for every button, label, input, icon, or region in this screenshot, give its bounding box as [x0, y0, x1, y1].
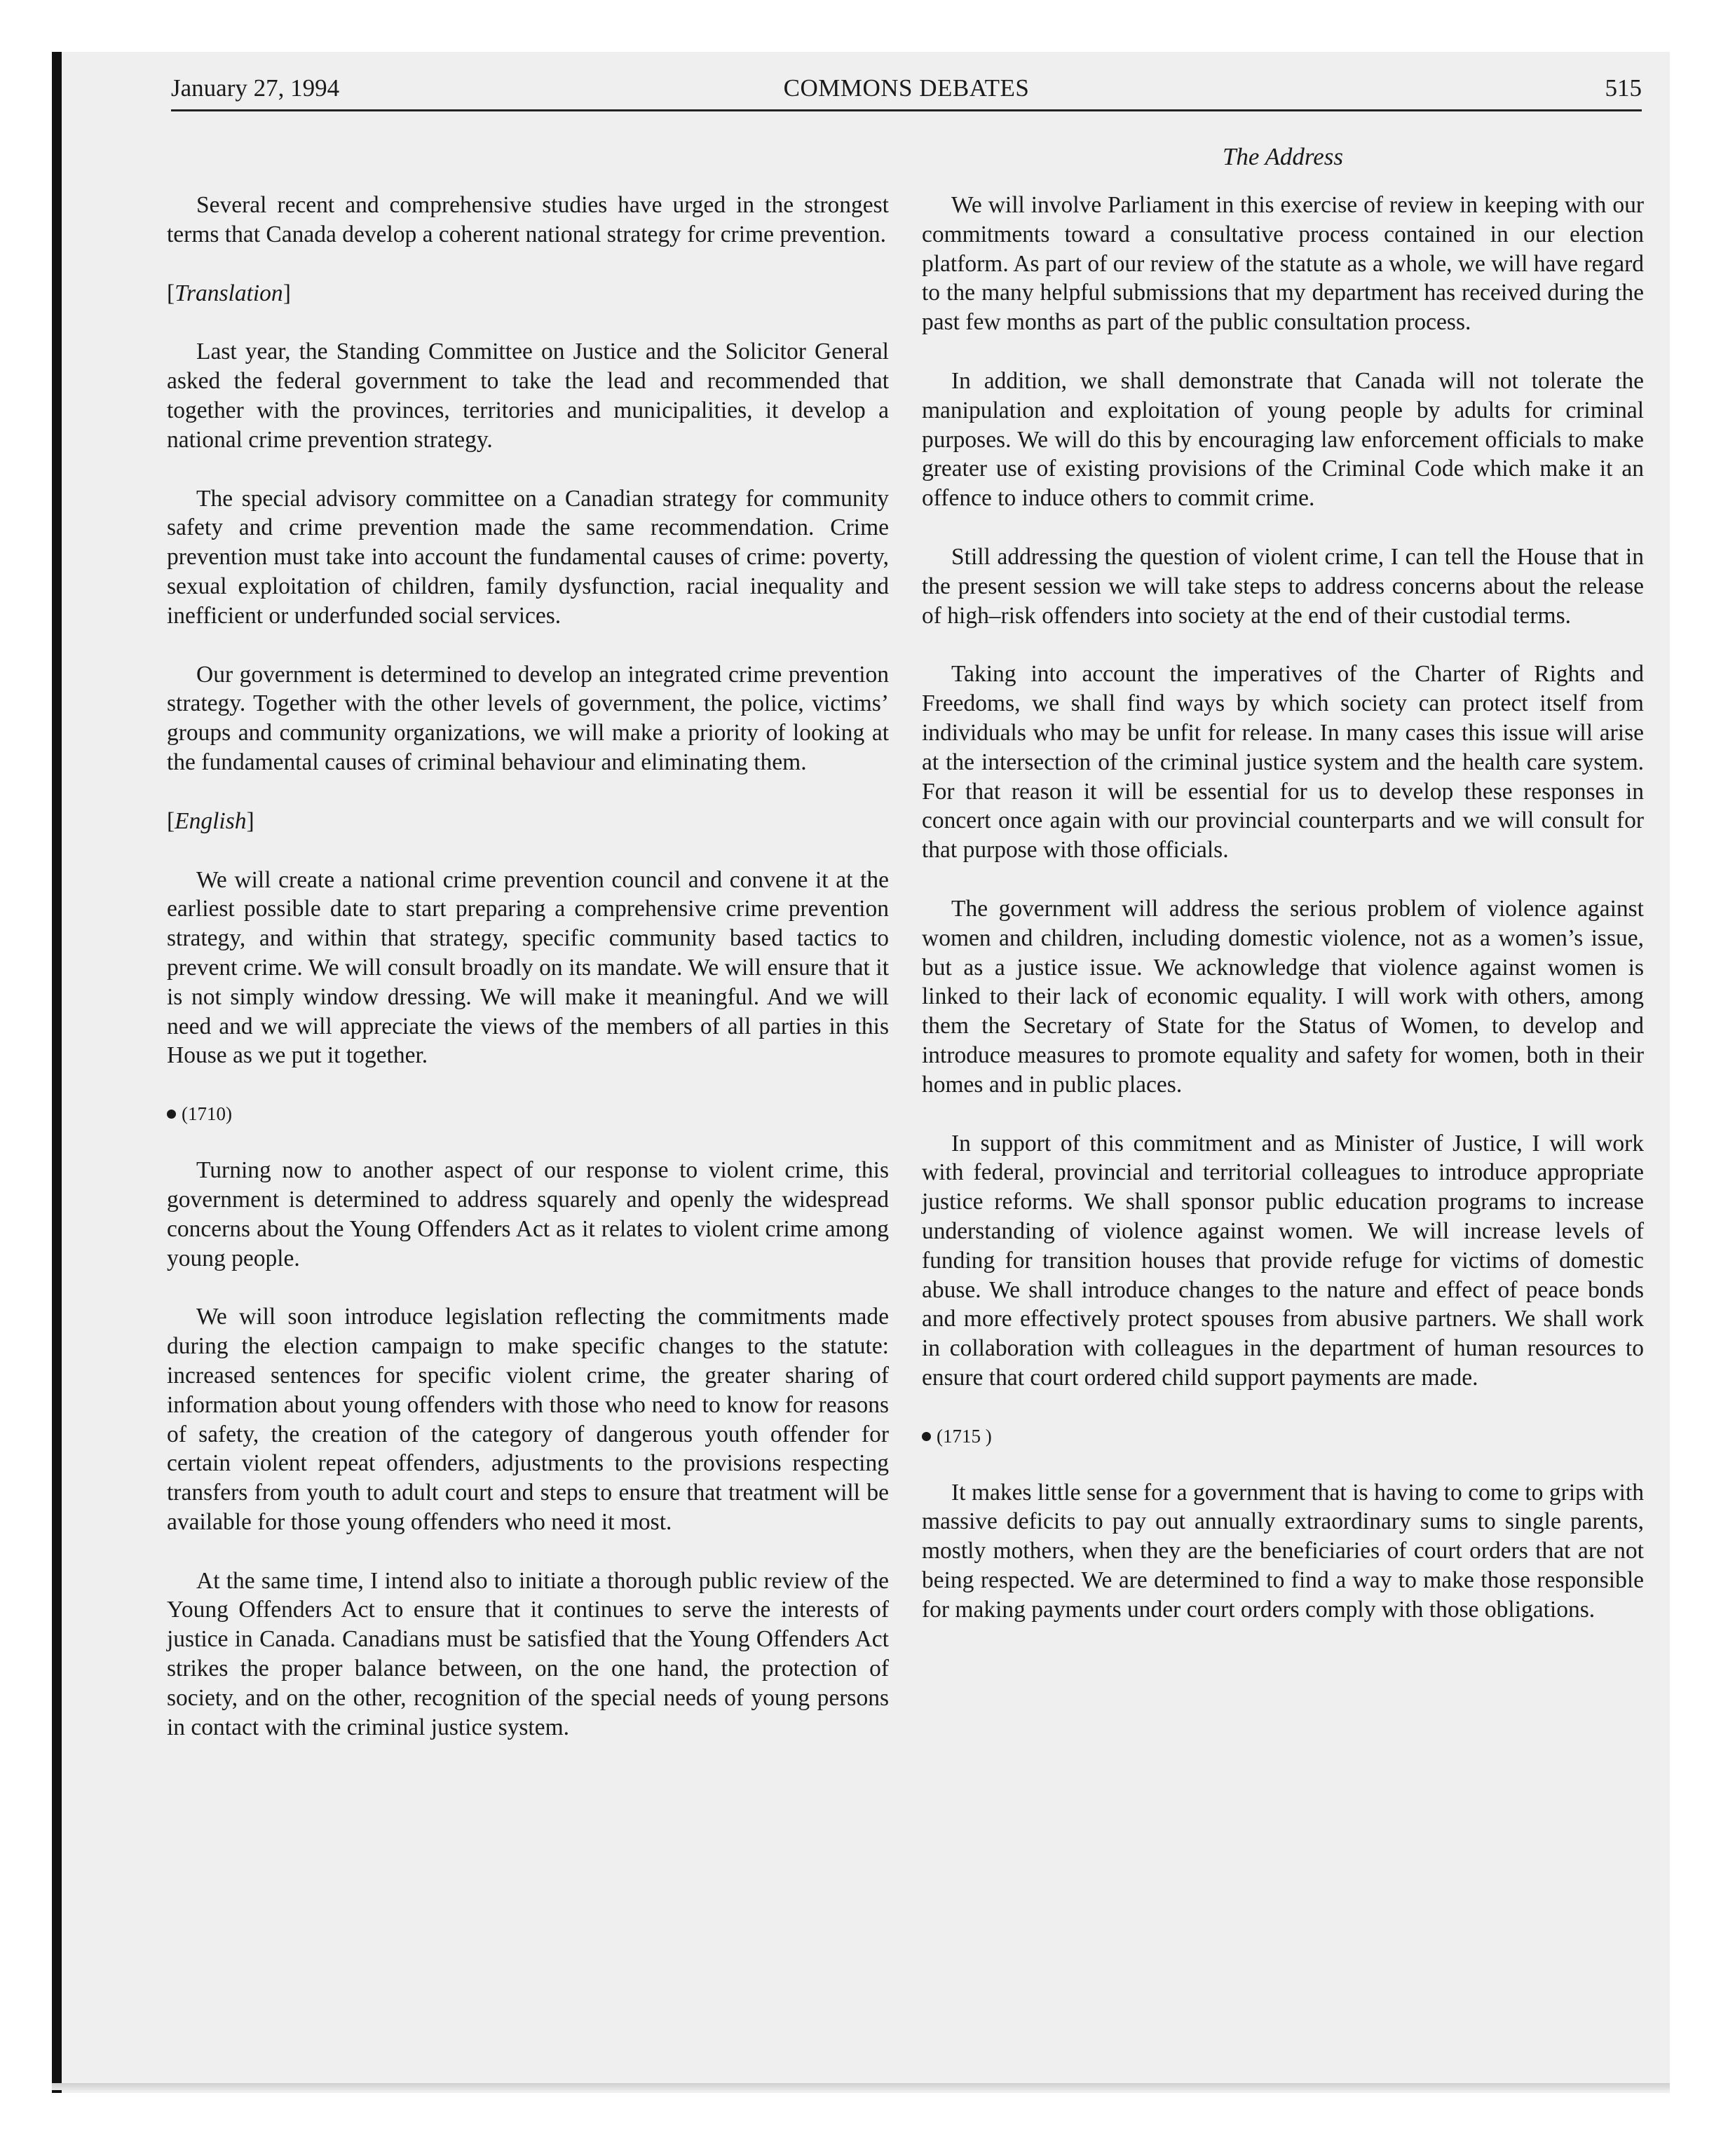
page-header: [171, 67, 1642, 111]
paragraph: In support of this commitment and as Minister of Justice, I will work with federal, provincial and territorial colleagues to introduce appropriate justice reforms. We shall sponsor public education programs to increase understanding of violence against women. We will increase levels of funding for transition houses that provide refuge for victims of domestic abuse. We shall introduce changes to the nature and effect of peace bonds and more effectively protect spouses from abusive partners. We shall work in collaboration with colleagues in the department of human resources to ensure that court ordered child support payments are made.: [922, 1130, 1644, 1391]
language-label: [Translation]: [167, 280, 291, 306]
paragraph: Last year, the Standing Committee on Justice and the Solicitor General asked the federal government to take the lead and recommended that together with the provinces, territories and municipalities, it develop a national crime prevention strategy.: [167, 339, 889, 453]
language-label: [English]: [167, 807, 254, 834]
running-head: The Address: [1222, 143, 1344, 170]
paragraph: In addition, we shall demonstrate that Canada will not tolerate the manipulation and exploitation of young people by adults for criminal purposes. We will do this by encouraging law enforcement officials to make greater use of existing provisions of the Criminal Code which make it an offence to induce others to commit crime.: [922, 367, 1644, 512]
bullet-dot-icon: [922, 1432, 931, 1441]
time-marker: [922, 1422, 1644, 1450]
paragraph: We will soon introduce legislation reflecting the commitments made during the election campaign to make specific changes to the statute: increased sentences for specific violent crime, the greater sharing of information about young offenders with those who need to know for reasons of safety, the creation of the category of dangerous youth offender for certain violent repeat offenders, adjustments to the provisions respecting transfers from youth to adult court and steps to ensure that treatment will be available for those young offenders who need it most.: [167, 1304, 889, 1535]
header-date: January 27, 1994: [171, 74, 340, 102]
time-marker-text: (1715 ): [937, 1425, 992, 1447]
paragraph: Taking into account the imperatives of the Charter of Rights and Freedoms, we shall find ways by which society can protect itself from individuals who may be unfit for release. In many cases this issue will arise at the intersection of the criminal justice system and the health care system. For that reason it will be essential for us to develop these responses in concert once again with our provincial counterparts and we will consult for that purpose with those officials.: [922, 661, 1644, 864]
left-column: [167, 191, 889, 1771]
paragraph: The special advisory committee on a Canadian strategy for community safety and crime prevention made the same recommendation. Crime prevention must take into account the fundamental causes of crime: poverty, sexual exploitation of children, family dysfunction, racial inequality and inefficient or underfunded social services.: [167, 485, 889, 629]
paragraph: Our government is determined to develop an integrated crime prevention strategy. Together with the other levels of government, the police, victims’ groups and community organizations, we will make a priority of looking at the fundamental causes of criminal behaviour and eliminating them.: [167, 661, 889, 775]
language-label-text: Translation: [175, 280, 283, 306]
right-column: [922, 191, 1644, 1654]
header-page-number: 515: [1605, 74, 1642, 102]
time-marker-text: (1710): [182, 1103, 232, 1125]
paragraph: Several recent and comprehensive studies have urged in the strongest terms that Canada develop a coherent national strategy for crime prevention.: [167, 192, 889, 247]
paragraph: At the same time, I intend also to initiate a thorough public review of the Young Offenders Act to ensure that it continues to serve the interests of justice in Canada. Canadians must be satisfied that the Young Offenders Act strikes the proper balance between, on the one hand, the protection of society, and on the other, recognition of the special needs of young persons in contact with the criminal justice system.: [167, 1567, 889, 1740]
language-label-text: English: [175, 807, 247, 834]
paragraph: We will create a national crime prevention council and convene it at the earliest possible date to start preparing a comprehensive crime prevention strategy, and within that strategy, specific community based tactics to prevent crime. We will consult broadly on its mandate. We will ensure that it is not simply window dressing. We will make it meaningful. And we will need and we will appreciate the views of the members of all parties in this House as we put it together.: [167, 866, 889, 1069]
paragraph: We will involve Parliament in this exercise of review in keeping with our commitments toward a consultative process contained in our election platform. As part of our review of the statute as a whole, we will have regard to the many helpful submissions that my department has received during the past few months as part of the public consultation process.: [922, 192, 1644, 336]
time-marker: [167, 1100, 889, 1128]
paragraph: The government will address the serious problem of violence against women and children, including domestic violence, not as a women’s issue, but as a justice issue. We acknowledge that violence against women is linked to their lack of economic equality. I will work with others, among them the Secretary of State for the Status of Women, to develop and introduce measures to promote equality and safety for women, both in their homes and in public places.: [922, 895, 1644, 1098]
header-title: COMMONS DEBATES: [783, 74, 1030, 102]
scan-edge-left: [52, 52, 62, 2093]
scan-edge-bottom: [52, 2083, 1670, 2090]
bullet-dot-icon: [167, 1110, 176, 1119]
paragraph: Turning now to another aspect of our response to violent crime, this government is determined to address squarely and openly the widespread concerns about the Young Offenders Act as it relates to violent crime among young people.: [167, 1157, 889, 1271]
paragraph: Still addressing the question of violent crime, I can tell the House that in the present session we will take steps to address concerns about the release of high–risk offenders into society at the end of their custodial terms.: [922, 543, 1644, 629]
paragraph: It makes little sense for a government that is having to come to grips with massive deficits to pay out annually extraordinary sums to single parents, mostly mothers, when they are the beneficiaries of court orders that are not being respected. We are determined to find a way to make those responsible for making payments under court orders comply with those obligations.: [922, 1479, 1644, 1623]
